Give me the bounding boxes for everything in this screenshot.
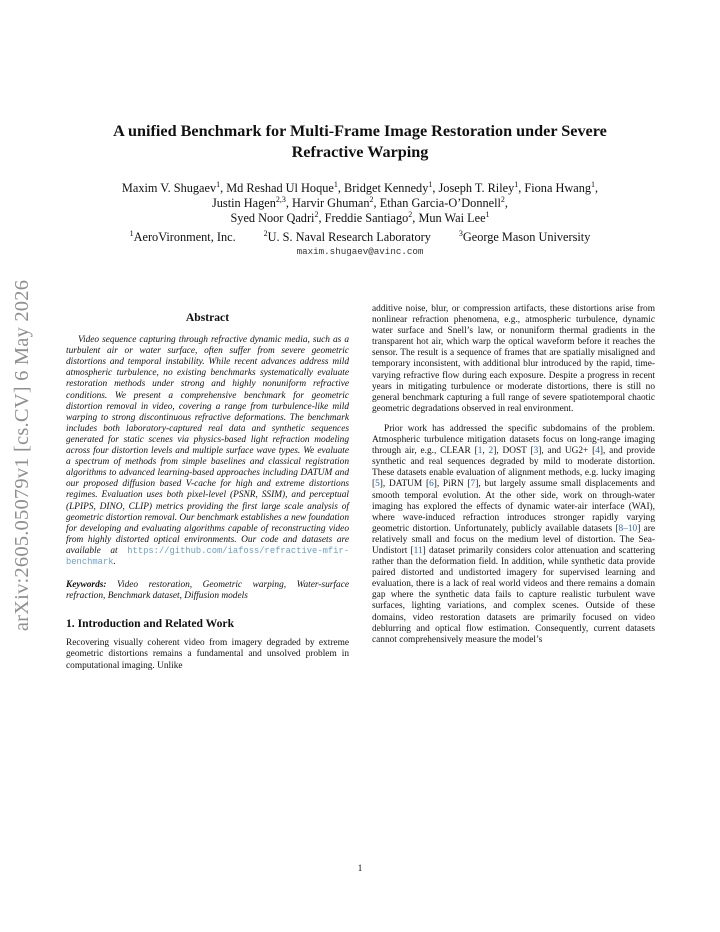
author-name: Md Reshad Ul Hoque <box>226 181 334 195</box>
affiliation-name: U. S. Naval Research Laboratory <box>267 229 431 244</box>
paragraph-text: ], and UG2+ [ <box>538 446 596 457</box>
abstract-heading: Abstract <box>185 311 230 324</box>
paragraph-text: ], but largely assume small displacements and smooth temporal evolution. At the other side, work on through-water imaging has explored the effects of dynamic water-air interface (WAI), where wave-induced refraction introduces stronger rapidly varying geometric distortion. Unfortunately, publicly available datasets [ <box>372 479 655 534</box>
author <box>226 181 338 195</box>
paragraph-text: ], and provide synthetic and real sequences degraded by mild to moderate distortion. These datasets enable evaluation of alignment methods, e.g. lucky imaging [ <box>372 446 656 490</box>
author-affiliation-mark: 2 <box>500 195 505 205</box>
intro-paragraph-left: Recovering visually coherent video from imagery degraded by extreme geometric distortions remains a fundamental and unsolved problem in computational imaging. Unlike <box>66 638 349 671</box>
author-affiliation-mark: 1 <box>591 179 595 189</box>
citation-link[interactable]: 8–10 <box>618 523 638 534</box>
author-affiliation-mark: 2 <box>408 210 413 220</box>
paragraph-text: ], DATUM [ <box>379 479 430 490</box>
paper-title <box>60 121 660 163</box>
abstract-text: Video sequence capturing through refractive dynamic media, such as a turbulent air or water surface, often suffer from severe geometric distortions and temporal instability. While recent advances address mild atmospheric turbulence, no existing benchmarks systematically evaluate restoration methods under strong and highly nonuniform refractive conditions. We present a comprehensive benchmark for geometric distortion removal in video, covering a range from turbulence-like mild warping to strong discontinuous refractive deformations. The benchmark includes both laboratory-captured real data and synthetic sequences generated for static scenes via physics-based light refraction modeling across four distortion levels and multiple surface wave types. We evaluate a spectrum of methods from simple baselines and classical registration algorithms to advanced learning-based approaches including DATUM and our proposed diffusion based V-cache for high and extreme distortions regimes. Evaluation uses both pixel-level (PSNR, SSIM), and perceptual (LPIPS, DINO, CLIP) metrics providing the first large scale analysis of geometric distortion removal. Our benchmark establishes a new foundation for developing and evaluating algorithms capable of reconstructing video from highly distorted optical environments. Our code and datasets are available at <box>66 335 349 556</box>
author-affiliation-mark: 2,3 <box>275 195 286 205</box>
keywords <box>66 580 349 602</box>
citation-link[interactable]: 7 <box>470 479 476 490</box>
paragraph-text: Prior work has addressed the specific subdomains of the problem. Atmospheric turbulence mitigation datasets focus on long-range imaging through air, e.g., CLEAR [ <box>372 423 655 457</box>
author-line-3: Syed Noor Qadri$^2$, Freddie Santiago$^2$, Mun Wai Lee$^1$ <box>230 210 490 226</box>
author-name: Freddie Santiago <box>324 211 409 226</box>
intro-paragraph-continued: additive noise, blur, or compression artifacts, these distortions arise from nonlinear refraction phenomena, e.g., atmospheric turbulence, dynamic water surface and Snell’s law, or nonuniform thermal gradients in the transparent hot air, which warp the optical waveform before it reaches the sensor. The result is a sequence of frames that are spatially misaligned and temporary inconsistent, with additional blur introduced by the rapid, time-varying refractive flow during each exposure. Despite a progress in recent years in mitigating turbulence or moderate distortions, there is still no general benchmark capturing a full range of severe spatiotemporal chaotic geometric degradations observed in real environment. <box>372 304 655 414</box>
author-affiliation-mark: 1 <box>514 179 519 189</box>
author-affiliation-mark: 1 <box>485 210 490 220</box>
title-line-2: Refractive Warping <box>291 143 429 161</box>
affiliation-name: George Mason University <box>462 229 591 244</box>
author-affiliation-mark: 2 <box>314 210 319 220</box>
paragraph-text: ] dataset primarily considers color attenuation and scattering rather than the deformation field. In addition, while synthetic data provide paired distorted and undistorted imagery for supervised learning and evaluation, there is a lack of real world videos and there remains a domain gap where the synthetic data fails to capture realistic turbulent wave surfaces, lighting variations, and complex scenes. Outside of these domains, video restoration datasets are primarily focused on video deblurring and optical flow estimation. Consequently, current datasets cannot comprehensively measure the model’s <box>372 545 655 645</box>
author <box>230 211 318 225</box>
citation-link[interactable]: 11 <box>413 545 423 556</box>
paragraph-text: ] are relatively small and focus on the medium level of distortion. The Sea-Undistort [ <box>372 523 656 556</box>
affiliation <box>459 230 591 244</box>
citation-link[interactable]: 2 <box>488 446 494 457</box>
author-name: Fiona Hwang <box>524 181 591 195</box>
author-name: Maxim V. Shugaev <box>121 181 217 195</box>
citation-link[interactable]: 1 <box>477 446 483 457</box>
author-name: Joseph T. Riley <box>438 181 515 195</box>
author-affiliation-mark: 1 <box>333 179 338 189</box>
author <box>212 196 286 210</box>
author-affiliation-mark: 2 <box>369 195 374 205</box>
affiliation-number: 2 <box>263 228 268 238</box>
affiliation <box>130 230 236 244</box>
author-line-1: Maxim V. Shugaev$^1$, Md Reshad Ul Hoque$^1$, Bridget Kennedy$^1$, Joseph T. Riley$^1$, Fiona Hwang$^1$, <box>121 179 599 195</box>
affiliation-number: 3 <box>458 228 463 238</box>
affiliation <box>264 230 431 244</box>
paragraph-text: ], DOST [ <box>493 446 534 457</box>
author-list <box>60 181 660 227</box>
abstract-body <box>66 335 349 568</box>
author-affiliation-mark: 1 <box>428 179 433 189</box>
page-number: 1 <box>357 864 363 874</box>
affiliation-name: AeroVironment, Inc. <box>133 229 236 244</box>
author-name: Justin Hagen <box>211 196 276 211</box>
author <box>380 196 505 210</box>
author-name: Harvir Ghuman <box>292 196 370 211</box>
affiliation-list <box>60 229 660 245</box>
author <box>524 181 595 195</box>
author <box>344 181 432 195</box>
author-name: Bridget Kennedy <box>344 181 429 195</box>
author <box>418 211 489 225</box>
author-name: Mun Wai Lee <box>418 211 486 226</box>
contact-email: maxim.shugaev@avinc.com <box>296 245 424 257</box>
paragraph-text: ], PiRN [ <box>433 479 471 490</box>
author-affiliation-mark: 1 <box>216 179 221 189</box>
arxiv-stamp <box>0 260 46 650</box>
section-heading-introduction: 1. Introduction and Related Work <box>66 617 235 631</box>
author <box>439 181 519 195</box>
affiliation-number: 1 <box>129 228 134 238</box>
citation-link[interactable]: 4 <box>595 446 600 457</box>
citation-link[interactable]: 5 <box>375 479 380 490</box>
left-column <box>66 312 349 672</box>
arxiv-id: arXiv:2605.05079v1 [cs.CV] 6 May 2026 <box>11 279 34 631</box>
title-line-1: A unified Benchmark for Multi-Frame Image Restoration under Severe <box>113 122 607 140</box>
author <box>325 211 413 225</box>
author-name: Ethan Garcia-O’Donnell <box>379 196 501 211</box>
author <box>292 196 374 210</box>
keywords-text: Video restoration, Geometric warping, Water-surface refraction, Benchmark dataset, Diffusion models <box>66 580 349 602</box>
keywords-label: Keywords: <box>66 580 107 591</box>
citation-link[interactable]: 6 <box>429 479 434 490</box>
prior-work-paragraph <box>372 424 655 646</box>
paragraph-text: , <box>482 446 489 457</box>
right-column <box>372 304 655 646</box>
abstract-end: . <box>113 556 116 567</box>
repository-link[interactable]: https://github.com/iafoss/refractive-mfir-benchmark <box>66 545 349 567</box>
author-name: Syed Noor Qadri <box>230 211 315 226</box>
author-line-2: Justin Hagen$^{2,3}$, Harvir Ghuman$^2$, Ethan Garcia-O’Donnell$^2$, <box>211 195 508 211</box>
paper-header <box>60 121 660 257</box>
citation-link[interactable]: 3 <box>533 446 539 457</box>
author <box>122 181 220 195</box>
